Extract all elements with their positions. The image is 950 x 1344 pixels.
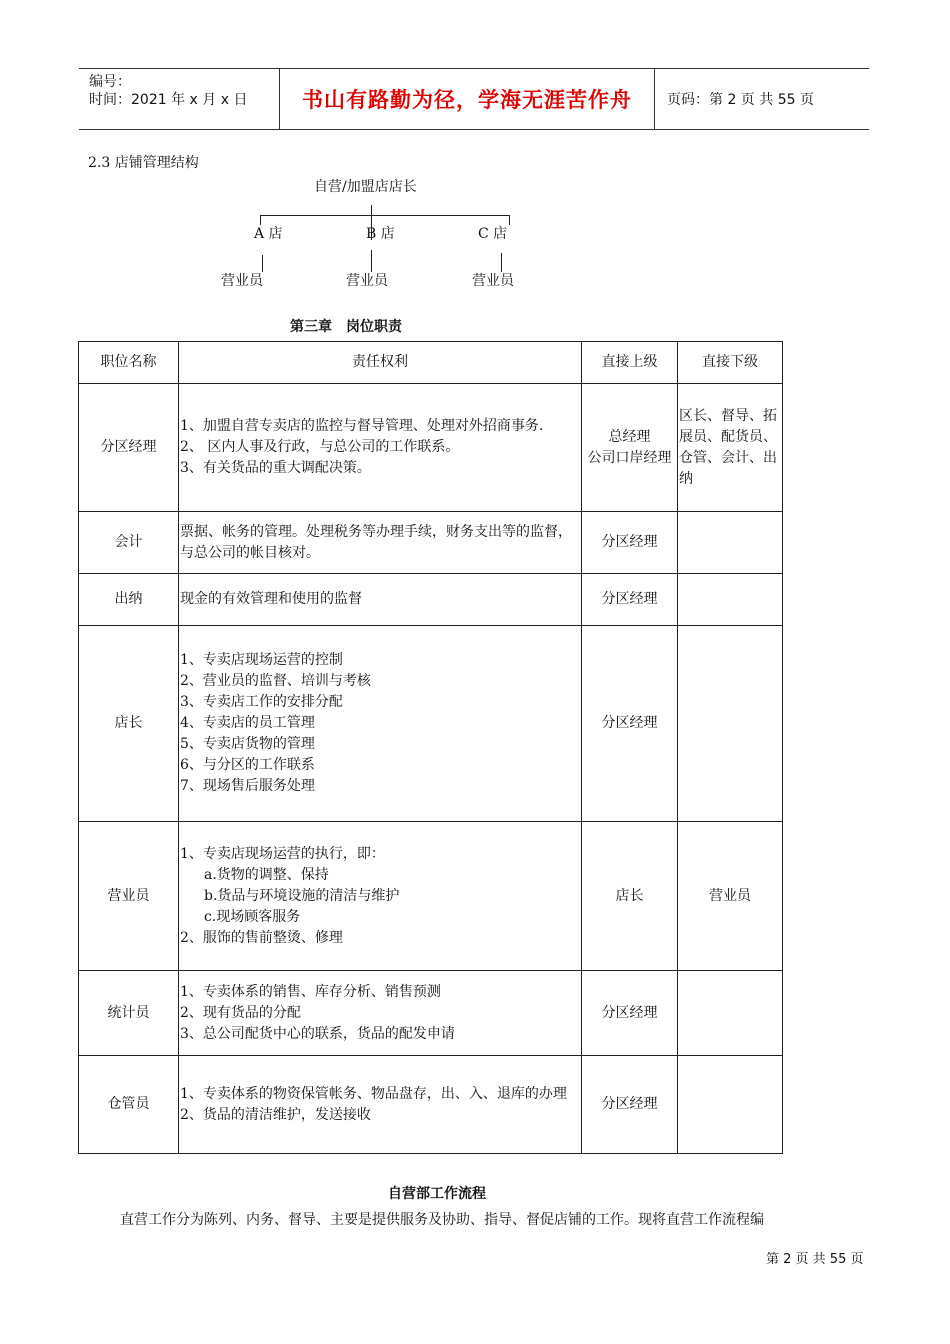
org-staff-a: 营业员 (221, 273, 263, 289)
duty-subitem: c.现场顾客服务 (204, 908, 301, 925)
org-store-b: B 店 (366, 226, 395, 242)
duties-cell (179, 384, 582, 512)
duty-subitem: b.货品与环境设施的清洁与维护 (204, 887, 400, 904)
flow-title: 自营部工作流程 (388, 1186, 486, 1202)
superior-cell: 分区经理 (582, 626, 678, 822)
header-page-info (655, 69, 869, 129)
table-row (79, 384, 783, 512)
position-name: 分区经理 (79, 384, 179, 512)
duty-item: 1、专卖体系的物资保管帐务、物品盘存，出、入、退库的办理 (180, 1085, 567, 1102)
superior-cell: 总经理 公司口岸经理 (582, 384, 678, 512)
chapter-title: 第三章 岗位职责 (290, 319, 402, 335)
duty-item: 3、专卖店工作的安排分配 (180, 694, 343, 710)
duties-cell (179, 971, 582, 1056)
table-row (79, 971, 783, 1056)
page-label: 页码：第 2 页 共 55 页 (667, 92, 814, 108)
position-name: 店长 (79, 626, 179, 822)
subordinate-cell: 营业员 (678, 822, 783, 971)
org-staff-b: 营业员 (346, 273, 388, 289)
duty-item: 2、货品的清洁维护，发送接收 (180, 1106, 371, 1123)
duty-table (78, 341, 783, 1154)
duty-item: 1、专卖体系的销售、库存分析、销售预测 (180, 983, 441, 1000)
duties-cell (179, 626, 582, 822)
subordinate-cell (678, 626, 783, 822)
duties-cell (179, 822, 582, 971)
duty-item: 现金的有效管理和使用的监督 (180, 591, 362, 607)
duty-item: 2、现有货品的分配 (180, 1004, 301, 1021)
header-subordinate: 直接下级 (678, 342, 783, 384)
table-row (79, 1056, 783, 1154)
duty-item: 5、专卖店货物的管理 (180, 736, 315, 752)
org-root: 自营/加盟店店长 (314, 179, 417, 195)
flow-paragraph: 直营工作分为陈列、内务、督导、主要是提供服务及协助、指导、督促店铺的工作。现将直营工作流程编 (120, 1212, 764, 1228)
table-row (79, 822, 783, 971)
subordinate-cell (678, 512, 783, 574)
time-label: 时间：2021 年 x 月 x 日 (89, 92, 248, 108)
duty-item: 4、专卖店的员工管理 (180, 715, 315, 731)
superior-cell: 分区经理 (582, 574, 678, 626)
org-staff-connector-b (371, 250, 372, 272)
duties-cell (179, 512, 582, 574)
position-name: 会计 (79, 512, 179, 574)
superior-cell: 店长 (582, 822, 678, 971)
duty-item: 7、现场售后服务处理 (180, 778, 315, 794)
duty-item: 3、有关货品的重大调配决策。 (180, 460, 371, 476)
page-header (79, 68, 869, 130)
header-superior: 直接上级 (582, 342, 678, 384)
superior-cell: 分区经理 (582, 1056, 678, 1154)
subordinate-cell (678, 1056, 783, 1154)
subordinate-cell (678, 574, 783, 626)
header-duties: 责任权利 (179, 342, 582, 384)
duties-cell (179, 574, 582, 626)
org-staff-c: 营业员 (472, 273, 514, 289)
duty-subitem: a.货物的调整、保持 (204, 866, 329, 883)
org-drop-c (509, 215, 510, 225)
table-header-row (79, 342, 783, 384)
table-row (79, 512, 783, 574)
duty-item: 1、加盟自营专卖店的监控与督导管理、处理对外招商事务. (180, 418, 544, 434)
duty-item: 2、 区内人事及行政，与总公司的工作联系。 (180, 439, 460, 455)
subordinate-cell: 区长、督导、拓展员、配货员、仓管、会计、出纳 (678, 384, 783, 512)
position-name: 统计员 (79, 971, 179, 1056)
header-meta (79, 69, 279, 129)
duty-item: 3、总公司配货中心的联系，货品的配发申请 (180, 1025, 455, 1042)
duty-item: 票据、帐务的管理。处理税务等办理手续，财务支出等的监督，与总公司的帐目核对。 (180, 523, 572, 561)
header-motto: 书山有路勤为径，学海无涯苦作舟 (279, 69, 655, 129)
section-title: 2.3 店铺管理结构 (88, 155, 199, 171)
duties-cell (179, 1056, 582, 1154)
position-name: 营业员 (79, 822, 179, 971)
superior-cell: 分区经理 (582, 971, 678, 1056)
position-name: 仓管员 (79, 1056, 179, 1154)
org-store-a: A 店 (254, 226, 283, 242)
duty-item: 1、专卖店现场运营的控制 (180, 652, 343, 668)
position-name: 出纳 (79, 574, 179, 626)
duty-item: 2、服饰的售前整烫、修理 (180, 929, 343, 946)
header-position: 职位名称 (79, 342, 179, 384)
superior-cell: 分区经理 (582, 512, 678, 574)
page-footer: 第 2 页 共 55 页 (766, 1252, 864, 1267)
duty-item: 2、营业员的监督、培训与考核 (180, 673, 371, 689)
table-row (79, 574, 783, 626)
subordinate-cell (678, 971, 783, 1056)
duty-item: 6、与分区的工作联系 (180, 757, 315, 773)
org-branch-line (260, 215, 510, 216)
table-row (79, 626, 783, 822)
duty-item: 1、专卖店现场运营的执行，即： (180, 845, 385, 862)
number-label: 编号： (89, 74, 131, 90)
org-store-c: C 店 (478, 226, 508, 242)
